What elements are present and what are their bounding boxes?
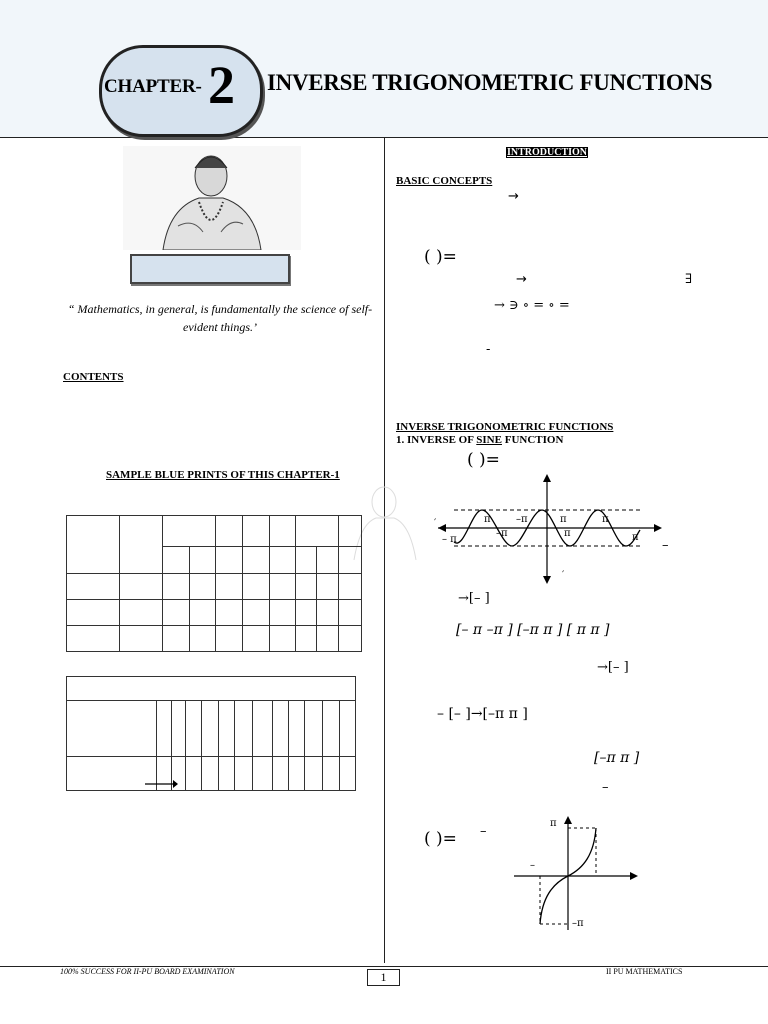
composition-row: → ∋ ∘ = ∘ =: [494, 298, 570, 313]
page-number: 1: [367, 969, 400, 986]
sine-graph: [432, 470, 672, 588]
footer-right-text: II PU MATHEMATICS: [606, 967, 683, 976]
arcsine-minus: –: [480, 824, 487, 839]
chapter-word: CHAPTER-: [104, 76, 202, 97]
chapter-title: INVERSE TRIGONOMETRIC FUNCTIONS: [267, 70, 713, 95]
footer-left-text: 100% SUCCESS FOR II-PU BOARD EXAMINATION: [60, 967, 235, 976]
label-x-prime: ′: [434, 518, 437, 529]
graph-minus-label: –: [662, 538, 669, 553]
blueprint-heading: SAMPLE BLUE PRINTS OF THIS CHAPTER-1: [106, 469, 340, 481]
chapter-number: 2: [208, 55, 235, 115]
label-npi-a: –π: [516, 514, 528, 525]
inverse-sine-heading: 1. INVERSE OF SINE FUNCTION: [396, 434, 564, 446]
label-y-prime: ′: [562, 570, 565, 581]
contents-heading: CONTENTS: [63, 371, 124, 383]
label-minus-pi: – π: [442, 534, 457, 545]
mathematician-portrait: [123, 146, 301, 250]
range-interval: →[– ]: [597, 660, 629, 675]
sine-function-notation: ( )=: [467, 450, 500, 470]
arcsine-y-arrow: [564, 816, 572, 824]
chapter-header: [0, 0, 768, 138]
label-pi-e: π: [632, 532, 639, 543]
label-pi-d: π: [564, 528, 571, 539]
quote-text: “ Mathematics, in general, is fundamentally the science of self-evident things.’: [67, 302, 373, 334]
inverse-trig-heading: INVERSE TRIGONOMETRIC FUNCTIONS: [396, 421, 614, 433]
minus-symbol: -: [486, 342, 491, 357]
introduction-heading: INTRODUCTION: [507, 147, 588, 158]
restricted-mapping: – [– ]→[–π π ]: [437, 706, 528, 722]
basic-concepts-heading: BASIC CONCEPTS: [396, 175, 493, 187]
arrow-symbol-2: →: [516, 272, 527, 287]
graph-y-arrow: [543, 474, 551, 482]
label-pi-b: π: [560, 514, 567, 525]
graph-y-arrow-down: [543, 576, 551, 584]
graph-x-arrow-left: [438, 524, 446, 532]
exists-symbol: ∃: [685, 272, 693, 287]
arcsine-label-dash-left: –: [530, 860, 535, 871]
label-pi-a: π: [484, 514, 491, 525]
blueprint-table-1: [66, 515, 362, 652]
label-pi-c: π: [602, 514, 609, 525]
arcsine-notation: ( )=: [424, 829, 457, 849]
arrow-symbol: →: [508, 189, 519, 204]
label-npi-b: –π: [496, 528, 508, 539]
range-dash: –: [602, 780, 609, 795]
interval-options: [– π –π ] [–π π ] [ π π ]: [456, 622, 610, 638]
graph-x-arrow: [654, 524, 662, 532]
range-bracket: [–π π ]: [594, 750, 640, 766]
blueprint-table-2: [66, 676, 356, 791]
name-label-box: [130, 254, 290, 284]
arcsine-label-pi-top: π: [550, 818, 557, 829]
arcsine-label-minus-pi: –π: [572, 918, 584, 929]
arcsine-graph: [508, 812, 640, 934]
domain-interval: →[– ]: [458, 591, 490, 606]
table-arrow-icon: [143, 778, 179, 790]
arcsine-x-arrow: [630, 872, 638, 880]
function-notation: ( )=: [424, 247, 457, 267]
